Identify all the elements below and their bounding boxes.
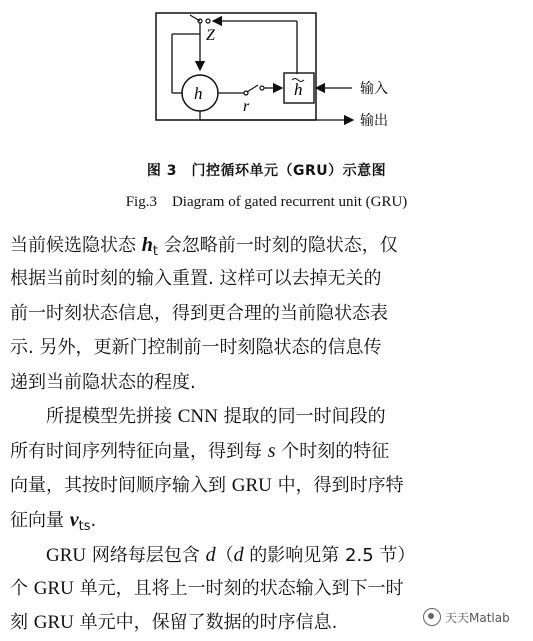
r-label: r: [243, 98, 250, 115]
caption-en: Fig.3 Diagram of gated recurrent unit (GRU): [125, 194, 408, 210]
text-line: 个 GRU 单元，且将上一时刻的状态输入到下一时: [10, 577, 404, 599]
wechat-icon: [423, 608, 441, 626]
text-line: 刻 GRU 单元中，保留了数据的时序信息.: [10, 612, 338, 634]
output-label: 输出: [360, 113, 388, 129]
text-line: 向量，其按时间顺序输入到 GRU 中，得到时序特: [10, 474, 404, 496]
text-line: 递到当前隐状态的程度.: [10, 371, 196, 393]
text-line: 前一时刻状态信息，得到更合理的当前隐状态表: [10, 302, 388, 324]
diagram-frame: [156, 13, 316, 120]
candidate-label: h: [294, 80, 303, 99]
z-label: Z: [206, 27, 215, 44]
watermark: [420, 607, 513, 627]
text-line: 根据当前时刻的输入重置. 这样可以去掉无关的: [10, 268, 382, 290]
gru-diagram: [0, 0, 533, 160]
text-line: 示. 另外，更新门控制前一时刻隐状态的信息传: [10, 337, 382, 359]
input-label: 输入: [360, 81, 388, 97]
gru-figure: [0, 0, 533, 210]
text-line: 当前候选隐状态 $h_t$ 会忽略前一时刻的隐状态，仅: [10, 234, 398, 259]
watermark-label: 天天Matlab: [445, 610, 510, 625]
text-line: 所有时间序列特征向量，得到每 s 个时刻的特征: [10, 440, 390, 463]
text-line: 征向量 $v_{ts}$.: [10, 509, 97, 535]
body-text: [10, 228, 525, 641]
z-switch-lever: [190, 15, 200, 21]
text-line: GRU 网络每层包含 d（d 的影响见第 2.5 节）: [46, 543, 416, 566]
text-line: 所提模型先拼接 CNN 提取的同一时间段的: [46, 405, 386, 427]
r-switch-lever: [247, 85, 258, 92]
r-switch-node: [260, 86, 264, 90]
z-switch-node: [206, 19, 210, 23]
caption-cn: 图 3 门控循环单元（GRU）示意图: [146, 163, 387, 179]
h-label: h: [194, 84, 203, 103]
